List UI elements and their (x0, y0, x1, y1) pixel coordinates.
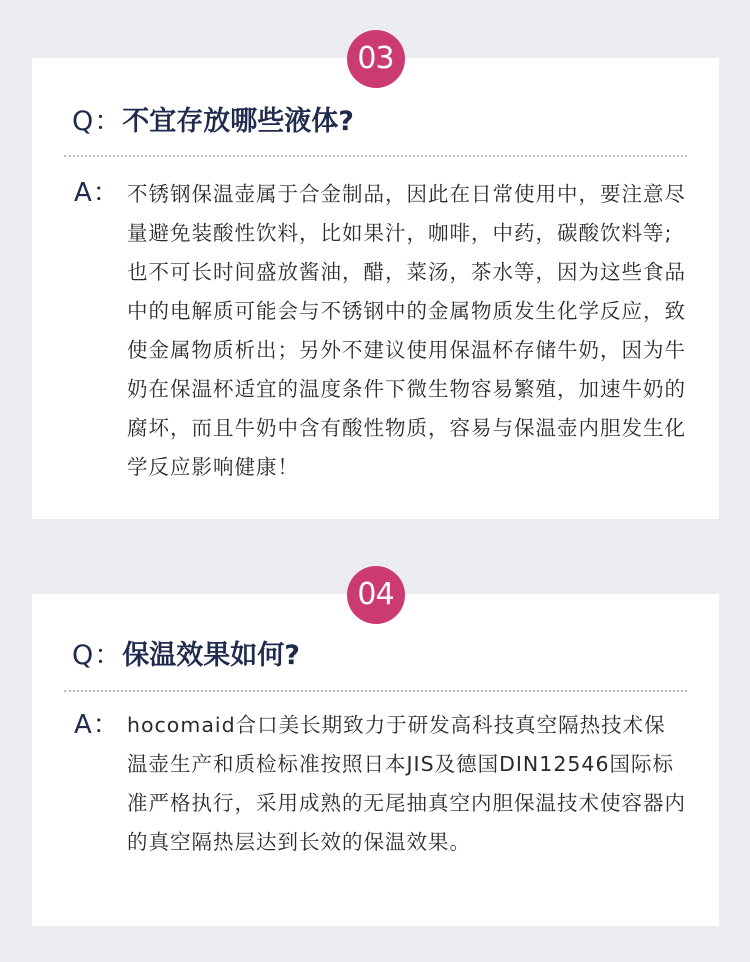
dotted-divider (64, 690, 687, 692)
question-heading (72, 107, 354, 137)
section-number-badge: 03 (347, 30, 405, 88)
question-heading (72, 641, 300, 671)
section-number-badge: 04 (347, 566, 405, 624)
answer-label: A： (74, 710, 120, 740)
dotted-divider (64, 155, 687, 157)
question-label: Q： (72, 640, 123, 671)
answer-label: A： (74, 178, 120, 208)
question-label: Q： (72, 106, 123, 137)
question-text: 保温效果如何? (122, 640, 300, 671)
answer-text: 不锈钢保温壶属于合金制品，因此在日常使用中，要注意尽量避免装酸性饮料，比如果汁，咖啡，中药，碳酸饮料等;也不可长时间盛放酱油，醋，菜汤，茶水等，因为这些食品中的电解质可能会与不锈钢中的金属物质发生化学反应，致使金属物质析出；另外不建议使用保温杯存储牛奶，因为牛奶在保温杯适宜的温度条件下微生物容易繁殖，加速牛奶的腐坏，而且牛奶中含有酸性物质，容易与保温壶内胆发生化学反应影响健康！ (127, 182, 686, 479)
faq-card-03 (32, 41, 719, 519)
faq-card-04 (32, 577, 719, 926)
question-text: 不宜存放哪些液体? (122, 106, 354, 137)
answer-text: hocomaid合口美长期致力于研发高科技真空隔热技术保温壶生产和质检标准按照日本JIS及德国DIN12546国际标准严格执行，采用成熟的无尾抽真空内胆保温技术使容器内的真空隔热层达到长效的保温效果。 (127, 713, 686, 854)
